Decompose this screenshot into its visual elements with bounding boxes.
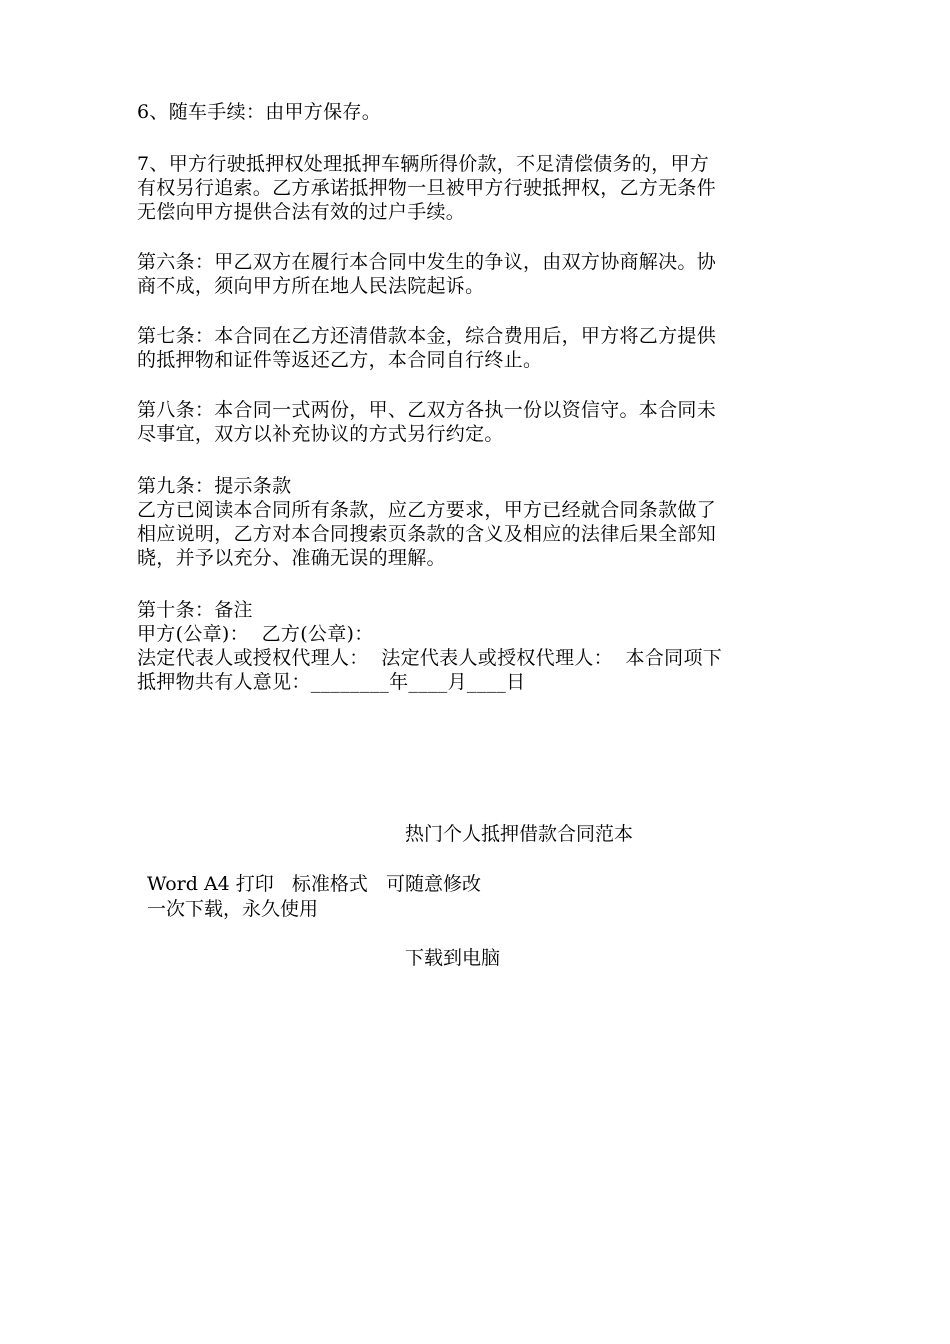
article-9-heading: 第九条：提示条款 [137,475,292,497]
article-6 [137,250,817,298]
article-8-line-2: 尽事宜，双方以补充协议的方式另行约定。 [137,423,504,445]
item-7-line-2: 有权另行追索。乙方承诺抵押物一旦被甲方行驶抵押权，乙方无条件 [137,177,717,199]
promo-title: 热门个人抵押借款合同范本 [405,823,634,845]
article-9-line-3: 晓，并予以充分、准确无误的理解。 [137,547,446,569]
item-7 [137,152,817,224]
article-9-line-2: 相应说明，乙方对本合同搜索页条款的含义及相应的法律后果全部知 [137,523,717,545]
article-6-line-2: 商不成，须向甲方所在地人民法院起诉。 [137,275,485,297]
article-8 [137,398,817,446]
item-7-line-3: 无偿向甲方提供合法有效的过户手续。 [137,201,466,223]
article-9-line-1: 乙方已阅读本合同所有条款，应乙方要求，甲方已经就合同条款做了 [137,499,717,521]
signature-parties: 甲方(公章)： 乙方(公章)： [137,623,374,645]
article-10-heading: 第十条：备注 [137,599,253,621]
legal-representatives: 法定代表人或授权代理人： 法定代表人或授权代理人： 本合同项下 [137,647,723,669]
item-6-line: 6、随车手续：由甲方保存。 [137,101,381,123]
article-10 [137,598,817,694]
article-6-line-1: 第六条：甲乙双方在履行本合同中发生的争议，由双方协商解决。协 [137,251,717,273]
article-8-line-1: 第八条：本合同一式两份，甲、乙双方各执一份以资信守。本合同未 [137,399,717,421]
item-7-line-1: 7、甲方行驶抵押权处理抵押车辆所得价款，不足清偿债务的，甲方 [137,153,710,175]
promo-usage: 一次下载，永久使用 [147,898,319,920]
promo-features: Word A4 打印 标准格式 可随意修改 [147,873,482,895]
article-7 [137,324,817,372]
article-7-line-2: 的抵押物和证件等返还乙方，本合同自行终止。 [137,349,543,371]
download-button[interactable]: 下载到电脑 [405,947,501,969]
article-7-line-1: 第七条：本合同在乙方还清借款本金，综合费用后，甲方将乙方提供 [137,325,717,347]
co-owner-opinion-date: 抵押物共有人意见：________年____月____日 [137,671,526,693]
item-6 [137,100,817,124]
article-9 [137,474,817,570]
